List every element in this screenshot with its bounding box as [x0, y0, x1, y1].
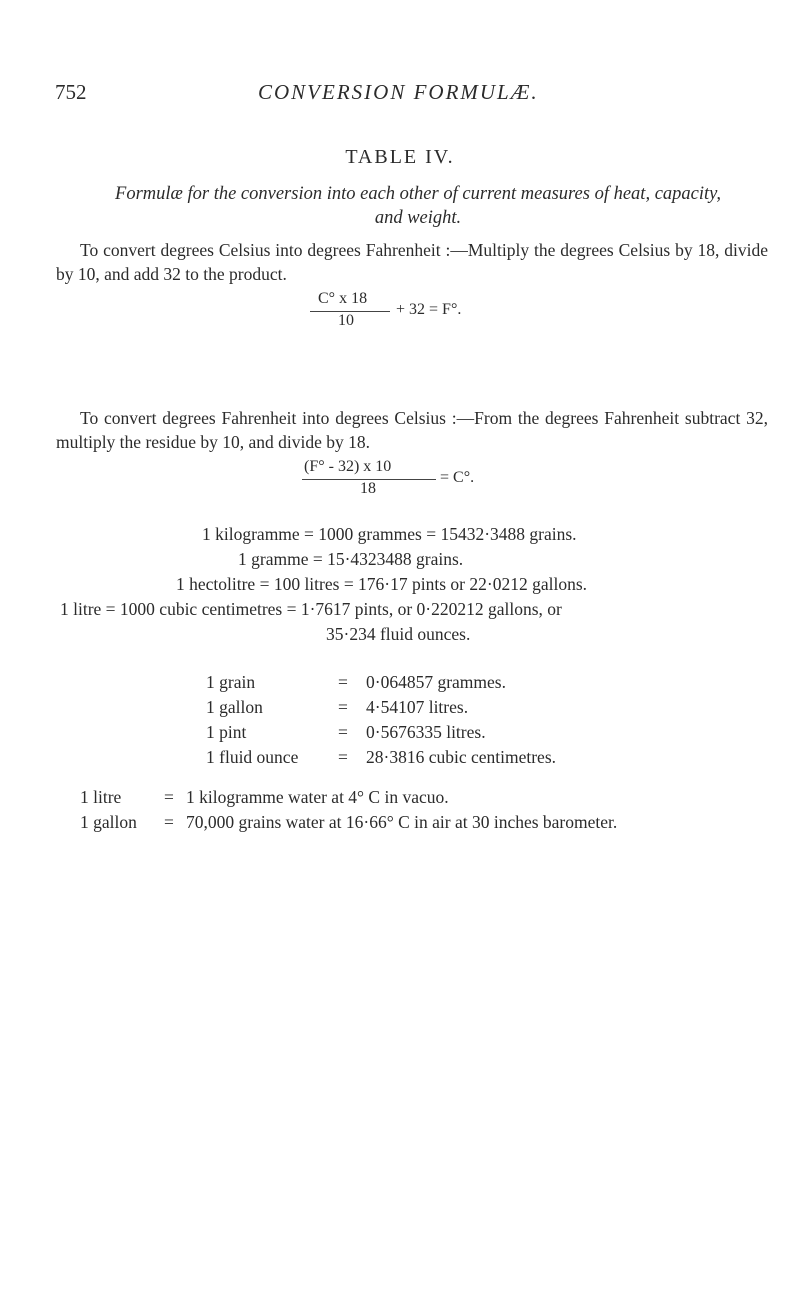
- fluid-ounce-eq: =: [338, 747, 348, 767]
- c-to-f-denominator: 10: [338, 312, 354, 329]
- page-number: 752: [55, 80, 87, 104]
- fluid-ounce-unit: 1 fluid ounce: [206, 747, 299, 767]
- gallon-value: 4·54107 litres.: [366, 697, 469, 717]
- grain-eq: =: [338, 672, 348, 692]
- gallon-unit: 1 gallon: [206, 697, 263, 717]
- table-title: TABLE IV.: [345, 146, 455, 168]
- running-title: CONVERSION FORMULÆ.: [258, 80, 539, 104]
- pint-value: 0·5676335 litres.: [366, 722, 486, 742]
- grain-value: 0·064857 grammes.: [366, 672, 506, 692]
- f-to-c-denominator: 18: [360, 480, 376, 497]
- metric-line-hectolitre: 1 hectolitre = 100 litres = 176·17 pints or 22·0212 gallons.: [176, 574, 588, 594]
- litre-def-unit: 1 litre: [80, 787, 122, 807]
- celsius-to-fahrenheit-text: To convert degrees Celsius into degrees Fahrenheit :—Multiply the degrees Celsius by 18, divide by 10, and add 32 to the product.: [56, 240, 768, 284]
- gallon-eq: =: [338, 697, 348, 717]
- gallon-def-unit: 1 gallon: [80, 812, 137, 832]
- litre-def-eq: =: [164, 787, 174, 807]
- c-to-f-rhs: + 32 = F°.: [396, 301, 462, 318]
- table-subtitle: Formulæ for the conversion into each other of current measures of heat, capacity, and weight.: [115, 184, 721, 228]
- metric-line-litre-cont: 35·234 fluid ounces.: [326, 624, 471, 644]
- litre-def-value: 1 kilogramme water at 4° C in vacuo.: [186, 787, 449, 807]
- c-to-f-numerator: C° x 18: [318, 290, 368, 307]
- fluid-ounce-value: 28·3816 cubic centimetres.: [366, 747, 557, 767]
- metric-line-gramme: 1 gramme = 15·4323488 grains.: [238, 549, 464, 569]
- f-to-c-numerator: (F° - 32) x 10: [304, 458, 392, 475]
- metric-line-kilogramme: 1 kilogramme = 1000 grammes = 15432·3488 grains.: [202, 524, 577, 544]
- fahrenheit-to-celsius-text: To convert degrees Fahrenheit into degrees Celsius :—From the degrees Fahrenheit subtract 32, multiply the residue by 10, and divide by 18.: [56, 408, 768, 452]
- grain-unit: 1 grain: [206, 672, 256, 692]
- gallon-def-eq: =: [164, 812, 174, 832]
- gallon-def-value: 70,000 grains water at 16·66° C in air at 30 inches barometer.: [186, 812, 618, 832]
- pint-unit: 1 pint: [206, 722, 247, 742]
- f-to-c-rhs: = C°.: [440, 469, 475, 486]
- metric-line-litre: 1 litre = 1000 cubic centimetres = 1·7617 pints, or 0·220212 gallons, or: [60, 599, 562, 619]
- pint-eq: =: [338, 722, 348, 742]
